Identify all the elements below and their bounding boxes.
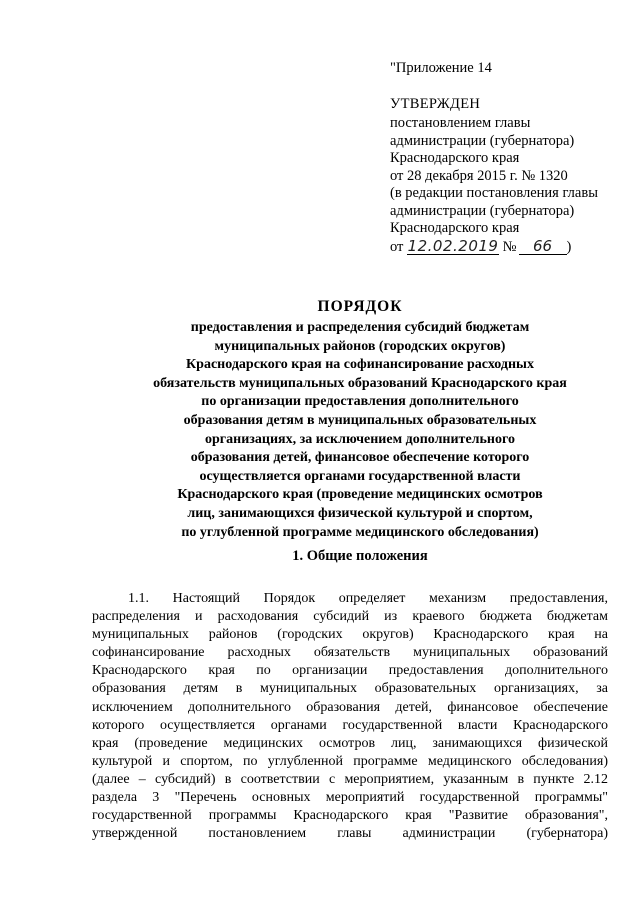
- paragraph-1-1: [92, 590, 608, 843]
- section-heading: 1. Общие положения: [292, 548, 428, 564]
- paragraph-line: образования детям в муниципальных образовательных организациях, за: [92, 681, 608, 697]
- approval-line: постановлением главы: [390, 115, 531, 131]
- subtitle-line: Краснодарского края на софинансирование расходных: [186, 357, 534, 373]
- paragraph-line: Краснодарского края по организации предоставления дополнительного: [92, 663, 608, 679]
- number-prefix: №: [502, 238, 517, 255]
- subtitle-line: осуществляется органами государственной власти: [199, 468, 521, 484]
- subtitle-line: муниципальных районов (городских округов): [214, 338, 506, 354]
- date-prefix: от: [390, 238, 404, 255]
- subtitle-line: предоставления и распределения субсидий бюджетам: [190, 320, 530, 335]
- approval-line: администрации (губернатора): [390, 132, 575, 149]
- appendix-label: "Приложение 14: [390, 60, 492, 76]
- subtitle-line: по организации предоставления дополнительного: [201, 394, 519, 410]
- document-title-block: [90, 298, 630, 542]
- paragraph-line: исключением дополнительного образования детей, финансовое обеспечение: [92, 699, 608, 715]
- approval-line: Краснодарского края: [390, 220, 520, 236]
- approval-date-line: [390, 238, 630, 257]
- subtitle-line: обязательств муниципальных образований Краснодарского края: [153, 375, 567, 391]
- handwritten-number: 66: [519, 238, 567, 255]
- subtitle-line: лиц, занимающихся физической культурой и спортом,: [187, 505, 533, 521]
- approval-line: Краснодарского края: [390, 150, 520, 166]
- paragraph-line: муниципальных районов (городских округов) Краснодарского края на: [92, 627, 608, 643]
- approval-line: (в редакции постановления главы: [390, 185, 598, 201]
- paragraph-line: культурой и спортом, по углубленной программе медицинского обследования): [92, 753, 608, 769]
- approval-stamp-block: [390, 60, 630, 256]
- approval-line: администрации (губернатора): [390, 202, 575, 219]
- approved-heading: УТВЕРЖДЕН: [390, 95, 481, 112]
- paragraph-line: раздела 3 "Перечень основных мероприятий государственной программы": [92, 790, 608, 806]
- subtitle-line: по углубленной программе медицинского обследования): [181, 524, 539, 540]
- handwritten-date: 12.02.2019: [407, 236, 499, 255]
- document-title: ПОРЯДОК: [317, 298, 403, 315]
- subtitle-line: образования детей, финансовое обеспечение которого: [190, 450, 530, 466]
- approval-line: от 28 декабря 2015 г. № 1320: [390, 167, 568, 184]
- paragraph-line: (далее – субсидий) в соответствии с мероприятием, указанным в пункте 2.12: [92, 771, 608, 787]
- paragraph-line: государственной программы Краснодарского края "Развитие образования",: [92, 808, 608, 824]
- closing-parenthesis: ): [566, 238, 572, 255]
- subtitle-line: образования детям в муниципальных образовательных: [183, 412, 537, 428]
- paragraph-line: 1.1. Настоящий Порядок определяет механизм предоставления,: [128, 591, 608, 606]
- paragraph-line: края (проведение медицинских осмотров лиц, занимающихся физической: [92, 735, 608, 751]
- paragraph-line: распределения и расходования субсидий из краевого бюджета бюджетам: [92, 609, 608, 625]
- subtitle-line: Краснодарского края (проведение медицинских осмотров: [177, 487, 543, 503]
- paragraph-line: утвержденной постановлением главы администрации (губернатора): [92, 826, 608, 842]
- paragraph-line: софинансирование расходных обязательств муниципальных образований: [92, 645, 608, 661]
- subtitle-line: организациях, за исключением дополнительного: [205, 431, 515, 447]
- paragraph-line: которого осуществляется органами государственной власти Краснодарского: [92, 717, 608, 733]
